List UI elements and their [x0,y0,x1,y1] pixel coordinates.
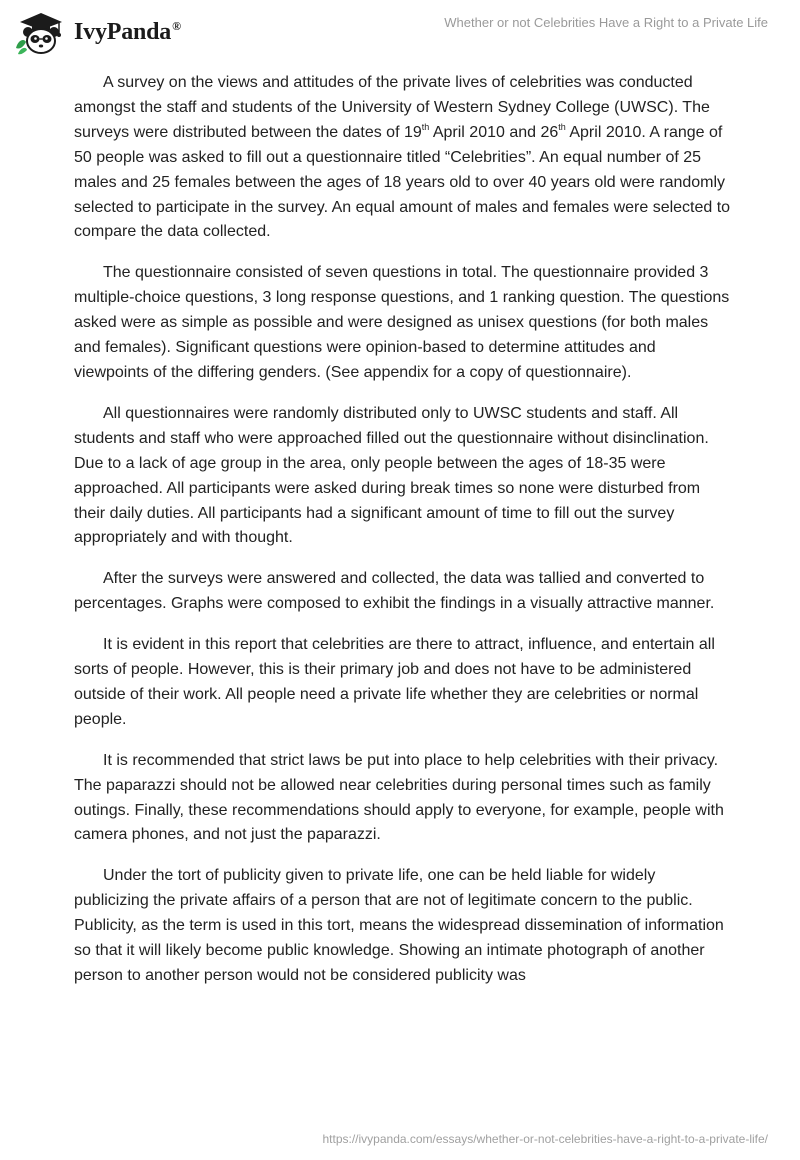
document-title: Whether or not Celebrities Have a Right to a Private Life [444,15,768,30]
brand-name: IvyPanda® [74,18,181,45]
essay-body [74,71,734,1005]
paragraph-2: The questionnaire consisted of seven questions in total. The questionnaire provided 3 multiple-choice questions, 3 long response questions, and 1 ranking question. The questions asked were as simple as possible and were designed as unisex questions (for both males and females). Significant questions were opinion-based to determine attitudes and viewpoints of the differing genders. (See appendix for a copy of questionnaire). [74,264,730,381]
panda-graduate-icon [12,8,70,56]
paragraph-7: Under the tort of publicity given to private life, one can be held liable for widely publicizing the private affairs of a person that are not of legitimate concern to the public. Publicity, as the term is used in this tort, means the widespread dissemination of information so that it will likely become public knowledge. Showing an intimate photograph of another person to another person would not be considered publicity was [74,867,724,984]
paragraph-1: A survey on the views and attitudes of the private lives of celebrities was conducted amongst the staff and students of the University of Western Sydney College (UWSC). The surveys were distributed between the dates of 19th April 2010 and 26th April 2010. A range of 50 people was asked to fill out a questionnaire titled “Celebrities”. An equal number of 25 males and 25 females between the ages of 18 years old to over 40 years old were randomly selected to participate in the survey. An equal amount of males and females were selected to compare the data collected. [74,74,731,241]
source-url-link[interactable]: https://ivypanda.com/essays/whether-or-not-celebrities-have-a-right-to-a-private-life/ [322,1132,768,1146]
paragraph-3: All questionnaires were randomly distributed only to UWSC students and staff. All students and staff who were approached filled out the questionnaire without disinclination. Due to a lack of age group in the area, only people between the ages of 18-35 were approached. All participants were asked during break times so none were disturbed from their daily duties. All participants had a significant amount of time to fill out the survey appropriately and with thought. [74,404,709,547]
paragraph-4: After the surveys were answered and collected, the data was tallied and converted to percentages. Graphs were composed to exhibit the findings in a visually attractive manner. [74,570,715,613]
paragraph-6: It is recommended that strict laws be put into place to help celebrities with their privacy. The paparazzi should not be allowed near celebrities during personal times such as family outings. Finally, these recommendations should apply to everyone, for example, people with camera phones, and not just the paparazzi. [74,751,724,844]
page-header [0,0,800,60]
ivypanda-logo[interactable] [12,8,181,56]
paragraph-5: It is evident in this report that celebrities are there to attract, influence, and entertain all sorts of people. However, this is their primary job and does not have to be administered outside of their work. All people need a private life whether they are celebrities or normal people. [74,636,715,728]
